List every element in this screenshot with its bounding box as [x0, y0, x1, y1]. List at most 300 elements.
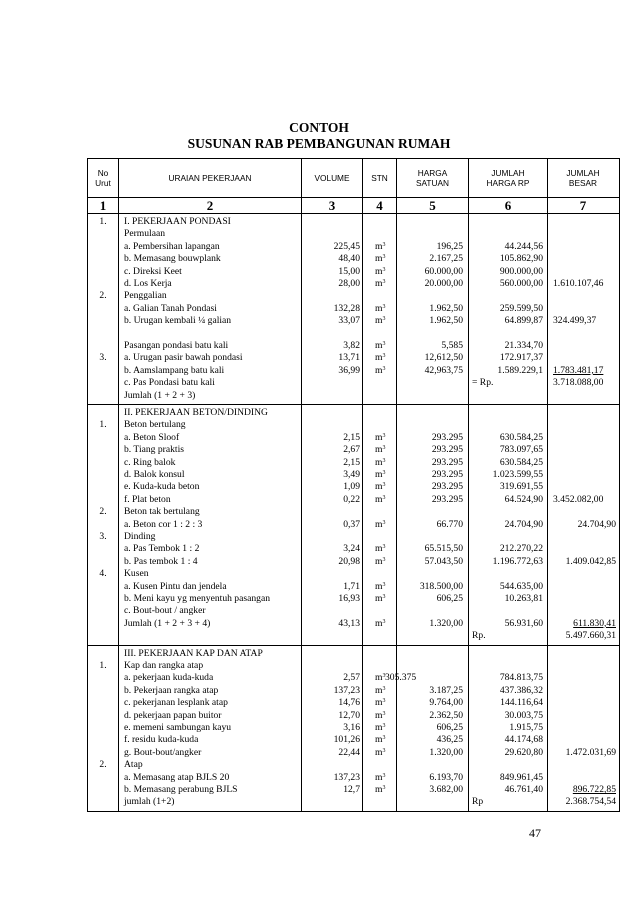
row-description: a. Galian Tanah Pondasi [124, 302, 217, 314]
row-unit [375, 772, 397, 784]
row-volume: 20,98 [338, 555, 360, 567]
unit-superscript: 3 [382, 735, 386, 742]
header-uraian: URAIAN PEKERJAAN [168, 173, 252, 183]
row-volume: 33,07 [338, 315, 360, 327]
row-volume: 3,16 [343, 721, 360, 733]
row-unit-price: 1.962,50 [429, 302, 463, 314]
unit-symbol: m [375, 672, 383, 684]
unit-superscript: 3 [382, 685, 386, 692]
row-amount-label: Rp [472, 796, 484, 808]
unit-symbol: m [375, 431, 383, 443]
row-unit [375, 457, 397, 469]
row-unit-price: 293.295 [431, 481, 463, 493]
row-number: 1. [99, 659, 107, 671]
column-divider [362, 646, 363, 811]
row-volume: 12,7 [343, 783, 360, 795]
row-volume: 2,15 [343, 456, 360, 468]
unit-symbol: m [375, 593, 383, 604]
row-description: a. Memasang atap BJLS 20 [124, 771, 230, 783]
column-divider [547, 198, 548, 213]
column-number-4: 4 [376, 198, 383, 213]
document-title: CONTOH [289, 120, 349, 135]
row-description: Penggalian [124, 290, 167, 302]
header-jumlah-line1: JUMLAH [491, 168, 525, 178]
row-description: e. Kuda-kuda beton [124, 481, 200, 493]
row-amount: 212.270,22 [499, 543, 543, 555]
row-description: c. Pas Pondasi batu kali [124, 377, 215, 389]
row-volume: 12,70 [338, 709, 360, 721]
row-grand-total: 1.472.031,69 [565, 746, 616, 758]
row-volume: 3,49 [343, 469, 360, 480]
row-volume: 28,00 [338, 278, 360, 289]
unit-symbol: m [375, 771, 383, 783]
column-divider [362, 214, 363, 404]
row-number: 3. [99, 531, 107, 542]
unit-superscript: 3 [382, 241, 386, 248]
row-volume: 43,13 [338, 617, 360, 629]
unit-superscript: 3 [382, 266, 386, 273]
row-description: a. Beton cor 1 : 2 : 3 [124, 518, 203, 530]
row-unit [375, 593, 397, 605]
column-divider [547, 214, 548, 404]
section-pondasi [88, 214, 619, 405]
unit-superscript: 3 [382, 494, 386, 501]
row-volume: 2,15 [343, 431, 360, 443]
row-unit [375, 519, 397, 531]
column-number-row [88, 198, 619, 214]
row-unit [375, 340, 397, 352]
unit-superscript: 3 [382, 673, 386, 680]
row-unit-price: 60.000,00 [424, 265, 463, 277]
row-amount: 29.620,80 [504, 746, 543, 758]
row-unit-price: 293.295 [431, 469, 463, 480]
column-divider [362, 198, 363, 213]
row-volume: 3,24 [343, 543, 360, 555]
row-description: b. Urugan kembali ¼ galian [124, 315, 232, 327]
row-amount: 105.862,90 [499, 253, 543, 265]
row-description: a. Pembersihan lapangan [124, 240, 220, 252]
unit-superscript: 3 [382, 353, 386, 360]
row-volume: 48,40 [338, 253, 360, 265]
unit-symbol: m [375, 481, 383, 493]
unit-symbol: m [375, 684, 383, 696]
row-unit [375, 784, 397, 796]
row-description: b. Tiang praktis [124, 444, 184, 456]
unit-superscript: 3 [382, 279, 386, 285]
row-unit [375, 352, 397, 364]
column-divider [118, 198, 119, 213]
unit-superscript: 3 [382, 303, 386, 310]
header-stn: STN [371, 173, 388, 183]
row-description: a. Kusen Pintu dan jendela [124, 580, 227, 592]
section-beton-dinding [88, 405, 619, 646]
row-amount: 144.116,64 [500, 697, 543, 709]
row-volume: 16,93 [338, 593, 360, 604]
header-no: No [97, 168, 109, 178]
row-volume: 137,23 [333, 771, 360, 783]
row-unit-price: 318.500,00 [419, 580, 463, 592]
row-unit-price: 1.320,00 [429, 617, 463, 629]
row-description: Kap dan rangka atap [124, 659, 204, 671]
row-volume: 2,57 [343, 672, 360, 684]
column-number-3: 3 [328, 198, 336, 213]
row-unit [375, 481, 397, 493]
row-unit [375, 315, 397, 327]
row-number: 1. [99, 216, 107, 227]
column-number-2: 2 [206, 198, 214, 213]
unit-symbol: m [375, 734, 383, 746]
column-divider [118, 159, 119, 197]
unit-symbol: m [375, 340, 383, 351]
row-unit-price: 293.295 [431, 493, 463, 505]
row-amount: 319.691,55 [499, 481, 543, 493]
row-volume: 1,09 [343, 481, 360, 493]
header-jumlah-line2: HARGA RP [486, 178, 530, 188]
row-amount: 560.000,00 [499, 278, 543, 289]
row-unit-price: 196,25 [436, 240, 463, 252]
unit-symbol: m [375, 469, 383, 480]
unit-superscript: 3 [382, 544, 386, 551]
unit-symbol: m [375, 617, 383, 629]
row-grand-total: 24.704,90 [577, 518, 616, 530]
header-jumlah-harga [469, 159, 547, 197]
row-grand-total: 324.499,37 [553, 315, 597, 327]
unit-symbol: m [375, 456, 383, 468]
row-volume: 0,37 [343, 518, 360, 530]
row-description: e. memeni sambungan kayu [124, 721, 232, 733]
row-unit [375, 278, 397, 290]
row-grand-total: 3.718.088,00 [553, 377, 604, 389]
column-number-1: 1 [99, 198, 107, 213]
row-amount: 544.635,00 [499, 580, 543, 592]
row-description: b. Memasang perabung BJLS [124, 783, 238, 795]
row-amount: 56.931,60 [504, 617, 543, 629]
row-description: a. pekerjaan kuda-kuda [124, 672, 214, 684]
unit-symbol: m [375, 265, 383, 277]
row-unit [375, 734, 397, 746]
row-number: 2. [99, 290, 107, 302]
row-volume: 22,44 [338, 746, 360, 758]
row-description: Permulaan [124, 228, 166, 240]
page-number: 47 [529, 826, 541, 840]
unit-superscript: 3 [382, 581, 386, 588]
row-amount: 630.584,25 [499, 456, 543, 468]
row-amount: 900.000,00 [499, 265, 543, 277]
row-grand-total: 2.368.754,54 [565, 796, 616, 808]
row-unit [375, 444, 397, 456]
row-unit-price: 3.682,00 [429, 783, 463, 795]
row-unit [375, 469, 397, 481]
row-description: b. Pas tembok 1 : 4 [124, 555, 198, 567]
column-divider [468, 159, 469, 197]
unit-superscript: 3 [382, 747, 386, 754]
row-description: b. Aamslampang batu kali [124, 364, 225, 376]
row-number: 2. [99, 759, 107, 771]
unit-superscript: 3 [382, 470, 386, 476]
row-unit-price: 2.167,25 [429, 253, 463, 265]
row-unit-price: 6.193,70 [429, 771, 463, 783]
row-grand-total: 611.830,41 [573, 617, 616, 629]
row-unit-price: 42,963,75 [424, 364, 463, 376]
row-amount: 630.584,25 [499, 431, 543, 443]
header-urut: Urut [95, 178, 111, 188]
unit-superscript: 3 [382, 254, 386, 261]
unit-symbol: m [375, 302, 383, 314]
unit-superscript: 3 [382, 784, 386, 791]
row-amount: 259.599,50 [499, 302, 543, 314]
unit-superscript: 3 [382, 772, 386, 779]
unit-symbol: m [375, 364, 383, 376]
header-besar-line2: BESAR [568, 178, 598, 188]
row-unit-price: 305.375 [385, 672, 417, 684]
unit-superscript: 3 [382, 710, 386, 717]
row-unit-price: 9.764,00 [429, 697, 463, 709]
row-volume: 13,71 [338, 352, 360, 364]
row-unit-price: 606,25 [436, 721, 463, 733]
row-volume: 3,82 [343, 340, 360, 351]
row-description: Beton tak bertulang [124, 506, 200, 518]
unit-superscript: 3 [382, 445, 386, 452]
row-description: III. PEKERJAAN KAP DAN ATAP [124, 647, 263, 659]
row-number: 4. [99, 568, 107, 580]
row-description: Dinding [124, 531, 156, 542]
rab-table [87, 158, 620, 812]
row-grand-total: 1.409.042,85 [565, 555, 616, 567]
row-grand-total: 3.452.082,00 [553, 493, 604, 505]
column-divider [301, 198, 302, 213]
row-unit [375, 747, 397, 759]
row-description: II. PEKERJAAN BETON/DINDING [124, 407, 268, 418]
row-unit-price: 606,25 [436, 593, 463, 604]
unit-symbol: m [375, 697, 383, 709]
header-harga-line2: SATUAN [415, 178, 450, 188]
row-amount: 44.174,68 [504, 734, 543, 746]
row-amount: 1.589.229,1 [497, 364, 543, 376]
row-amount: 64.524,90 [504, 493, 543, 505]
row-unit-price: 2.362,50 [429, 709, 463, 721]
row-description: Kusen [124, 568, 149, 580]
row-amount-label: = Rp. [472, 377, 494, 389]
column-divider [468, 646, 469, 811]
column-divider [396, 198, 397, 213]
unit-symbol: m [375, 543, 383, 555]
column-number-5: 5 [429, 198, 436, 213]
row-amount-label: Rp. [472, 630, 486, 642]
row-number: 1. [99, 419, 107, 431]
row-unit [375, 697, 397, 709]
row-description: d. pekerjaan papan buitor [124, 709, 222, 721]
row-amount: 24.704,90 [504, 518, 543, 530]
row-description: c. Ring balok [124, 456, 176, 468]
row-description: b. Meni kayu yg menyentuh pasangan [124, 593, 271, 604]
column-divider [362, 159, 363, 197]
row-unit [375, 365, 397, 377]
row-grand-total: 1.610.107,46 [553, 278, 604, 289]
row-volume: 0,22 [343, 493, 360, 505]
unit-superscript: 3 [382, 482, 386, 489]
column-divider [301, 159, 302, 197]
unit-symbol: m [375, 721, 383, 733]
column-divider [547, 159, 548, 197]
unit-superscript: 3 [382, 432, 386, 439]
column-divider [118, 214, 119, 404]
row-unit [375, 581, 397, 593]
row-description: d. Balok konsul [124, 469, 185, 480]
column-divider [468, 405, 469, 645]
column-number-7: 7 [579, 198, 587, 213]
section-kap-atap [88, 646, 619, 811]
row-volume: 36,99 [338, 364, 360, 376]
row-unit [375, 618, 397, 630]
row-unit [375, 432, 397, 444]
header-harga-line1: HARGA [417, 168, 448, 178]
unit-symbol: m [375, 253, 383, 265]
row-description: f. residu kuda-kuda [124, 734, 199, 746]
unit-superscript: 3 [382, 722, 386, 729]
row-amount: 437.386,32 [499, 684, 543, 696]
unit-symbol: m [375, 746, 383, 758]
row-unit-price: 293.295 [431, 444, 463, 456]
row-unit [375, 685, 397, 697]
row-unit [375, 672, 397, 684]
row-grand-total: 5.497.660,31 [565, 630, 616, 642]
row-description: g. Bout-bout/angker [124, 746, 202, 758]
column-divider [396, 159, 397, 197]
row-unit-price: 293.295 [431, 456, 463, 468]
row-amount: 10.263,81 [504, 593, 543, 604]
column-divider [118, 405, 119, 645]
row-unit-price: 57.043,50 [424, 555, 463, 567]
row-unit [375, 303, 397, 315]
header-no-urut [88, 159, 118, 197]
row-amount: 46.761,40 [504, 783, 543, 795]
row-unit [375, 722, 397, 734]
unit-superscript: 3 [382, 698, 386, 705]
unit-superscript: 3 [382, 365, 386, 372]
unit-superscript: 3 [382, 556, 386, 563]
header-harga-satuan [397, 159, 468, 197]
row-volume: 2,67 [343, 444, 360, 456]
row-description: f. Plat beton [124, 493, 171, 505]
unit-symbol: m [375, 240, 383, 252]
unit-superscript: 3 [382, 457, 386, 464]
row-amount: 783.097,65 [499, 444, 543, 456]
document-subtitle: SUSUNAN RAB PEMBANGUNAN RUMAH [187, 136, 451, 151]
unit-symbol: m [375, 518, 383, 530]
row-unit [375, 710, 397, 722]
row-grand-total: 1.783.481,17 [553, 364, 604, 376]
row-description: b. Memasang bouwplank [124, 253, 221, 265]
row-amount: 64.899,87 [504, 315, 543, 327]
row-amount: 1.915,75 [509, 721, 543, 733]
row-unit [375, 266, 397, 278]
row-amount: 21.334,70 [504, 340, 543, 351]
row-description: d. Los Kerja [124, 278, 172, 289]
unit-symbol: m [375, 444, 383, 456]
row-unit-price: 65.515,50 [424, 543, 463, 555]
row-unit-price: 20.000,00 [424, 278, 463, 289]
row-volume: 15,00 [338, 265, 360, 277]
unit-superscript: 3 [382, 316, 386, 323]
column-divider [362, 405, 363, 645]
row-volume: 101,26 [333, 734, 360, 746]
row-amount: 1.196.772,63 [492, 555, 543, 567]
row-description: c. Direksi Keet [124, 265, 182, 277]
unit-superscript: 3 [382, 341, 386, 347]
column-divider [468, 198, 469, 213]
unit-symbol: m [375, 555, 383, 567]
row-unit-price: 293.295 [431, 431, 463, 443]
row-unit-price: 5,585 [441, 340, 463, 351]
row-description: b. Pekerjaan rangka atap [124, 684, 219, 696]
table-header-row [88, 159, 619, 198]
row-number: 3. [99, 352, 107, 364]
row-amount: 44.244,56 [504, 240, 543, 252]
row-description: c. pekerjanan lesplank atap [124, 697, 228, 709]
unit-symbol: m [375, 278, 383, 289]
header-jumlah-besar [548, 159, 618, 197]
row-unit-price: 1.320,00 [429, 746, 463, 758]
row-unit [375, 253, 397, 265]
row-amount: 784.813,75 [499, 672, 543, 684]
column-number-6: 6 [504, 198, 512, 213]
row-description: jumlah (1+2) [124, 796, 175, 808]
row-unit [375, 543, 397, 555]
unit-symbol: m [375, 352, 383, 364]
column-divider [118, 646, 119, 811]
row-amount: 172.917,37 [499, 352, 543, 364]
unit-symbol: m [375, 709, 383, 721]
row-unit-price: 436,25 [436, 734, 463, 746]
row-description: a. Pas Tembok 1 : 2 [124, 543, 200, 555]
row-amount: 1.023.599,55 [492, 469, 543, 480]
row-description: Atap [124, 759, 143, 771]
row-volume: 225,45 [333, 240, 360, 252]
row-description: a. Urugan pasir bawah pondasi [124, 352, 243, 364]
row-unit-price: 3.187,25 [429, 684, 463, 696]
unit-symbol: m [375, 580, 383, 592]
row-description: Jumlah (1 + 2 + 3 + 4) [124, 617, 211, 629]
row-number: 2. [99, 506, 107, 518]
unit-symbol: m [375, 493, 383, 505]
column-divider [468, 214, 469, 404]
row-unit [375, 241, 397, 253]
row-amount: 30.003,75 [504, 709, 543, 721]
header-volume: VOLUME [314, 173, 350, 183]
row-unit-price: 1.962,50 [429, 315, 463, 327]
row-unit [375, 556, 397, 568]
unit-superscript: 3 [382, 594, 386, 600]
row-description: c. Bout-bout / angker [124, 605, 206, 617]
header-besar-line1: JUMLAH [566, 168, 600, 178]
row-volume: 1,71 [343, 580, 360, 592]
unit-superscript: 3 [382, 519, 386, 526]
row-description: I. PEKERJAAN PONDASI [124, 216, 231, 227]
row-volume: 132,28 [333, 302, 360, 314]
row-unit-price: 12,612,50 [424, 352, 463, 364]
row-description: a. Beton Sloof [124, 431, 180, 443]
unit-superscript: 3 [382, 618, 386, 625]
row-description: Pasangan pondasi batu kali [124, 340, 229, 351]
row-description: Jumlah (1 + 2 + 3) [124, 389, 196, 401]
unit-symbol: m [375, 315, 383, 327]
row-unit [375, 494, 397, 506]
row-amount: 849.961,45 [499, 771, 543, 783]
row-unit-price: 66.770 [436, 518, 463, 530]
unit-symbol: m [375, 783, 383, 795]
row-volume: 14,76 [338, 697, 360, 709]
row-grand-total: 896.722,85 [572, 783, 616, 795]
